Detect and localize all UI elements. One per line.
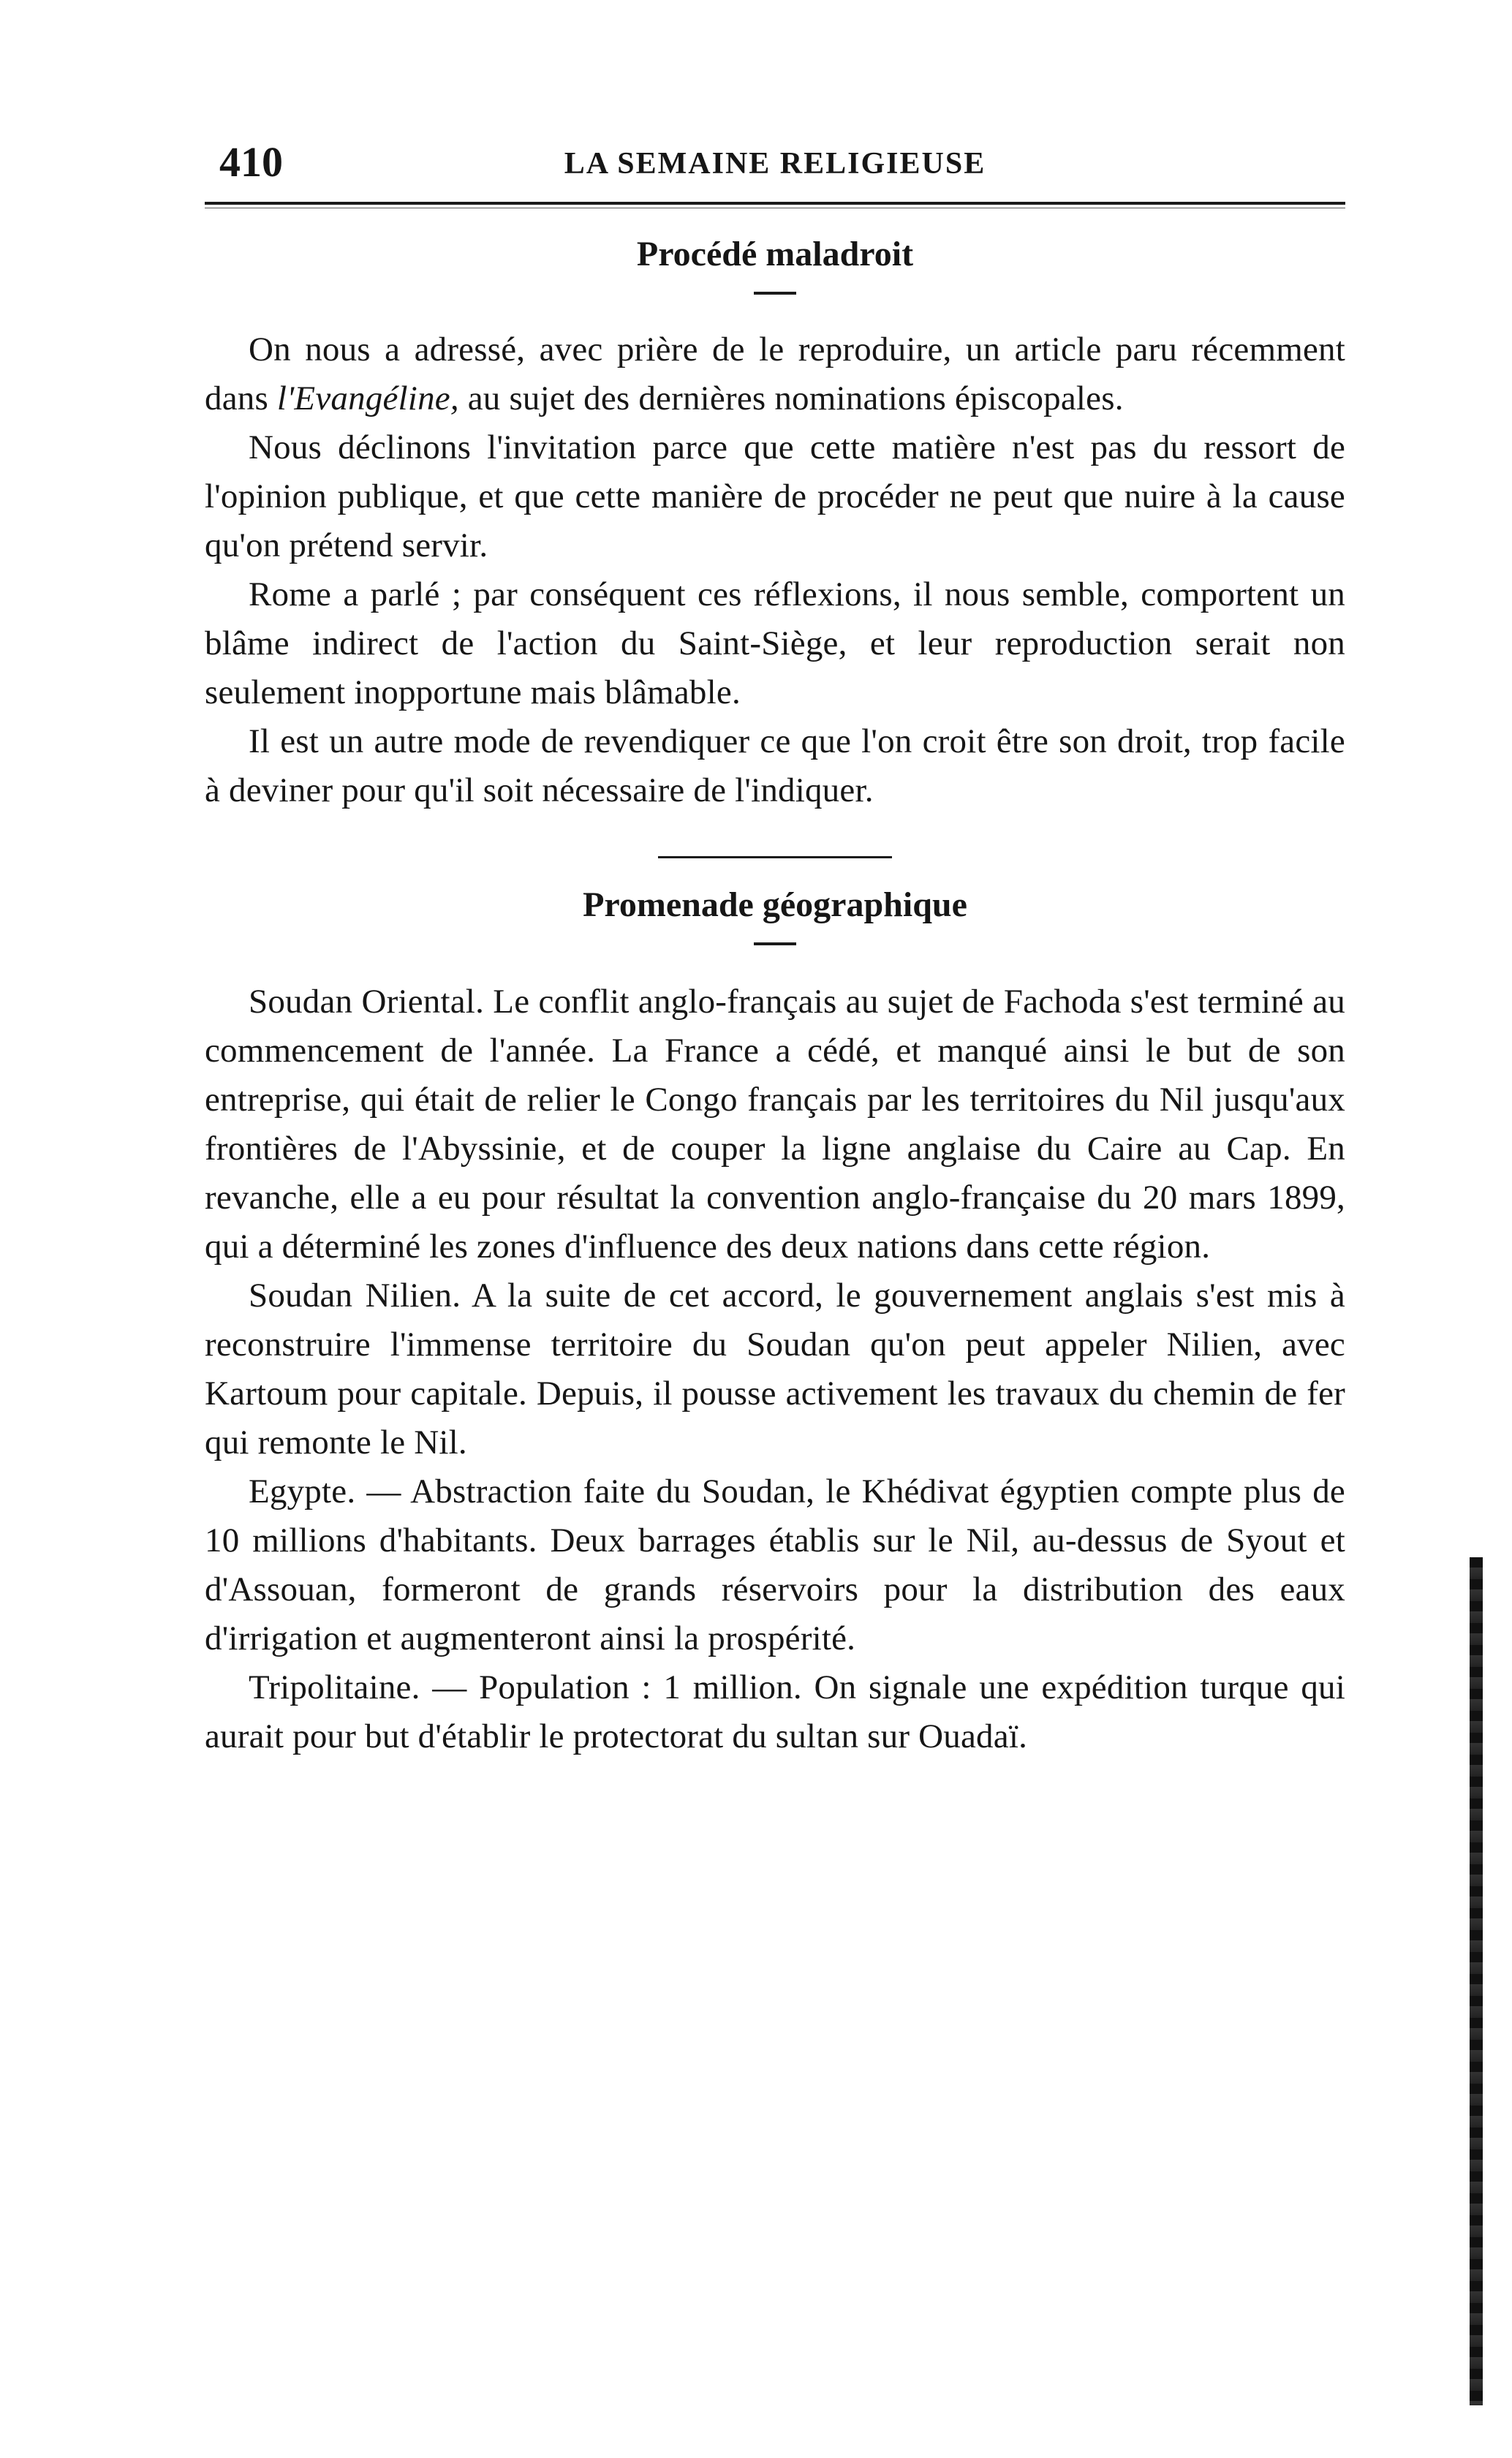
section-divider <box>658 856 892 858</box>
section-title: Procédé maladroit <box>636 235 914 273</box>
paragraph: Rome a parlé ; par conséquent ces réflexions, il nous semble, comportent un blâme indirect de l'action du Saint-Siège, et leur reproduction serait non seulement inopportune mais blâmable. <box>205 575 1345 711</box>
book-page <box>205 132 1345 1761</box>
section-body <box>205 977 1345 1761</box>
running-header <box>205 132 1345 186</box>
paragraph <box>205 325 1345 423</box>
section-procede-maladroit <box>205 234 1345 815</box>
paragraph-text: au sujet des dernières nominations épiscopales. <box>458 379 1124 417</box>
paragraph: Soudan Oriental. Le conflit anglo-français au sujet de Fachoda s'est terminé au commencement de l'année. La France a cédé, et manqué ainsi le but de son entreprise, qui était de relier le Congo français par les territoires du Nil jusqu'aux frontières de l'Abyssinie, et de couper la ligne anglaise du Caire au Cap. En revanche, elle a eu pour résultat la convention anglo-française du 20 mars 1899, qui a déterminé les zones d'influence des deux nations dans cette région. <box>205 983 1345 1266</box>
paragraph: Il est un autre mode de revendiquer ce que l'on croit être son droit, trop facile à deviner pour qu'il soit nécessaire de l'indiquer. <box>205 722 1345 809</box>
paragraph: Nous déclinons l'invitation parce que cette matière n'est pas du ressort de l'opinion publique, et que cette manière de procéder ne peut que nuire à la cause qu'on prétend servir. <box>205 428 1345 564</box>
header-rule <box>205 202 1345 205</box>
section-promenade-geographique <box>205 885 1345 1761</box>
title-rule <box>754 292 796 295</box>
page-number: 410 <box>219 138 283 186</box>
paragraph: Egypte. — Abstraction faite du Soudan, le Khédivat égyptien compte plus de 10 millions d'habitants. Deux barrages établis sur le Nil, au-dessus de Syout et d'Assouan, formeront de grands réservoirs pour la distribution des eaux d'irrigation et augmenteront ainsi la prospérité. <box>205 1472 1345 1657</box>
paragraph: Soudan Nilien. A la suite de cet accord, le gouvernement anglais s'est mis à reconstruire l'immense territoire du Soudan qu'on peut appeler Nilien, avec Kartoum pour capitale. Depuis, il pousse activement les travaux du chemin de fer qui remonte le Nil. <box>205 1277 1345 1461</box>
paragraph-text: On nous a adressé, avec prière de le reproduire, un article paru récemment dans <box>205 330 1345 417</box>
section-body <box>205 325 1345 815</box>
scan-edge-mark <box>1470 1557 1483 2405</box>
section-title: Promenade géographique <box>583 885 967 924</box>
running-title: LA SEMAINE RELIGIEUSE <box>564 147 986 181</box>
title-rule <box>754 942 796 945</box>
publication-name: l'Evangéline, <box>276 379 459 417</box>
paragraph: Tripolitaine. — Population : 1 million. On signale une expédition turque qui aurait pour but d'établir le protectorat du sultan sur Ouadaï. <box>205 1668 1345 1755</box>
